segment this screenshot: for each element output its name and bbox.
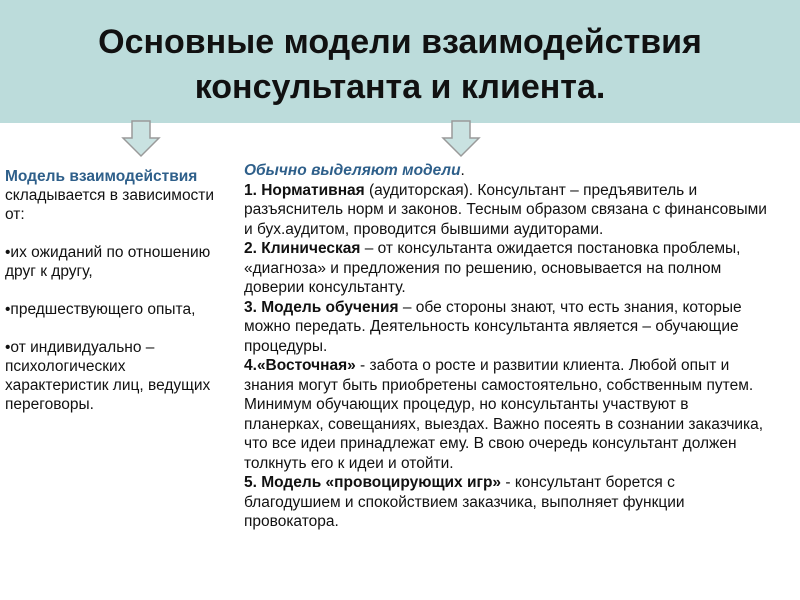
left-item-3: •от индивидуально – психологических характеристик лиц, ведущих переговоры. [5, 339, 211, 413]
left-item-2: •предшествующего опыта, [5, 301, 196, 318]
model-description: - консультант борется с благодушием и спокойствием заказчика, выполняет функции провокатора. [244, 474, 685, 530]
model-number: 2. [244, 240, 262, 257]
model-name: Модель обучения [261, 298, 399, 316]
left-heading: Модель взаимодействия [5, 168, 198, 185]
model-name: Нормативная [261, 181, 365, 199]
left-lead: складывается в зависимости от: [5, 187, 215, 223]
down-arrow-left-icon [121, 120, 161, 158]
title-line-2: консультанта и клиента. [194, 68, 606, 106]
models-intro [244, 161, 772, 181]
model-name: Клиническая [261, 240, 361, 257]
model-name: «Восточная» [256, 357, 356, 374]
model-description: (аудиторская). Консультант – предъявитель и разъяснитель норм и законов. Тесным образом связана с финансовыми и бух.аудитом, проводится бывшими аудиторами. [244, 181, 767, 238]
title-line-1: Основные модели взаимодействия [98, 23, 702, 61]
model-number: 5. [244, 474, 262, 491]
left-column [5, 167, 230, 414]
right-column [244, 161, 772, 532]
model-number: 3. [244, 298, 262, 316]
left-item-1: •их ожиданий по отношению друг к другу, [5, 244, 211, 280]
down-arrow-right-icon [441, 120, 481, 158]
model-description: - забота о росте и развитии клиента. Любой опыт и знания могут быть приобретены самостоятельно, собственным путем. Минимум обучающих процедур, но консультанты участвуют в планерках, совещаниях, выездах. Важно посеять в сознании заказчика, что все идеи принадлежат ему. В свою очередь консультант должен толкнуть его к идеи и отойти. [244, 357, 764, 472]
model-item [244, 298, 772, 357]
model-item [244, 473, 772, 532]
page-title [0, 20, 800, 110]
model-description: – от консультанта ожидается постановка проблемы, «диагноза» и предложения по решению, основывается на полном доверии консультанту. [244, 240, 741, 296]
model-description: – обе стороны знают, что есть знания, которые можно передать. Деятельность консультанта является – обучающие процедуры. [244, 298, 742, 355]
model-item [244, 181, 772, 240]
model-name: Модель «провоцирующих игр» [261, 474, 502, 491]
models-intro-dot: . [460, 162, 465, 179]
model-number: 1. [244, 181, 262, 199]
models-intro-text: Обычно выделяют модели [244, 162, 461, 179]
model-number: 4. [244, 357, 257, 374]
model-item [244, 239, 772, 298]
model-item [244, 356, 772, 473]
